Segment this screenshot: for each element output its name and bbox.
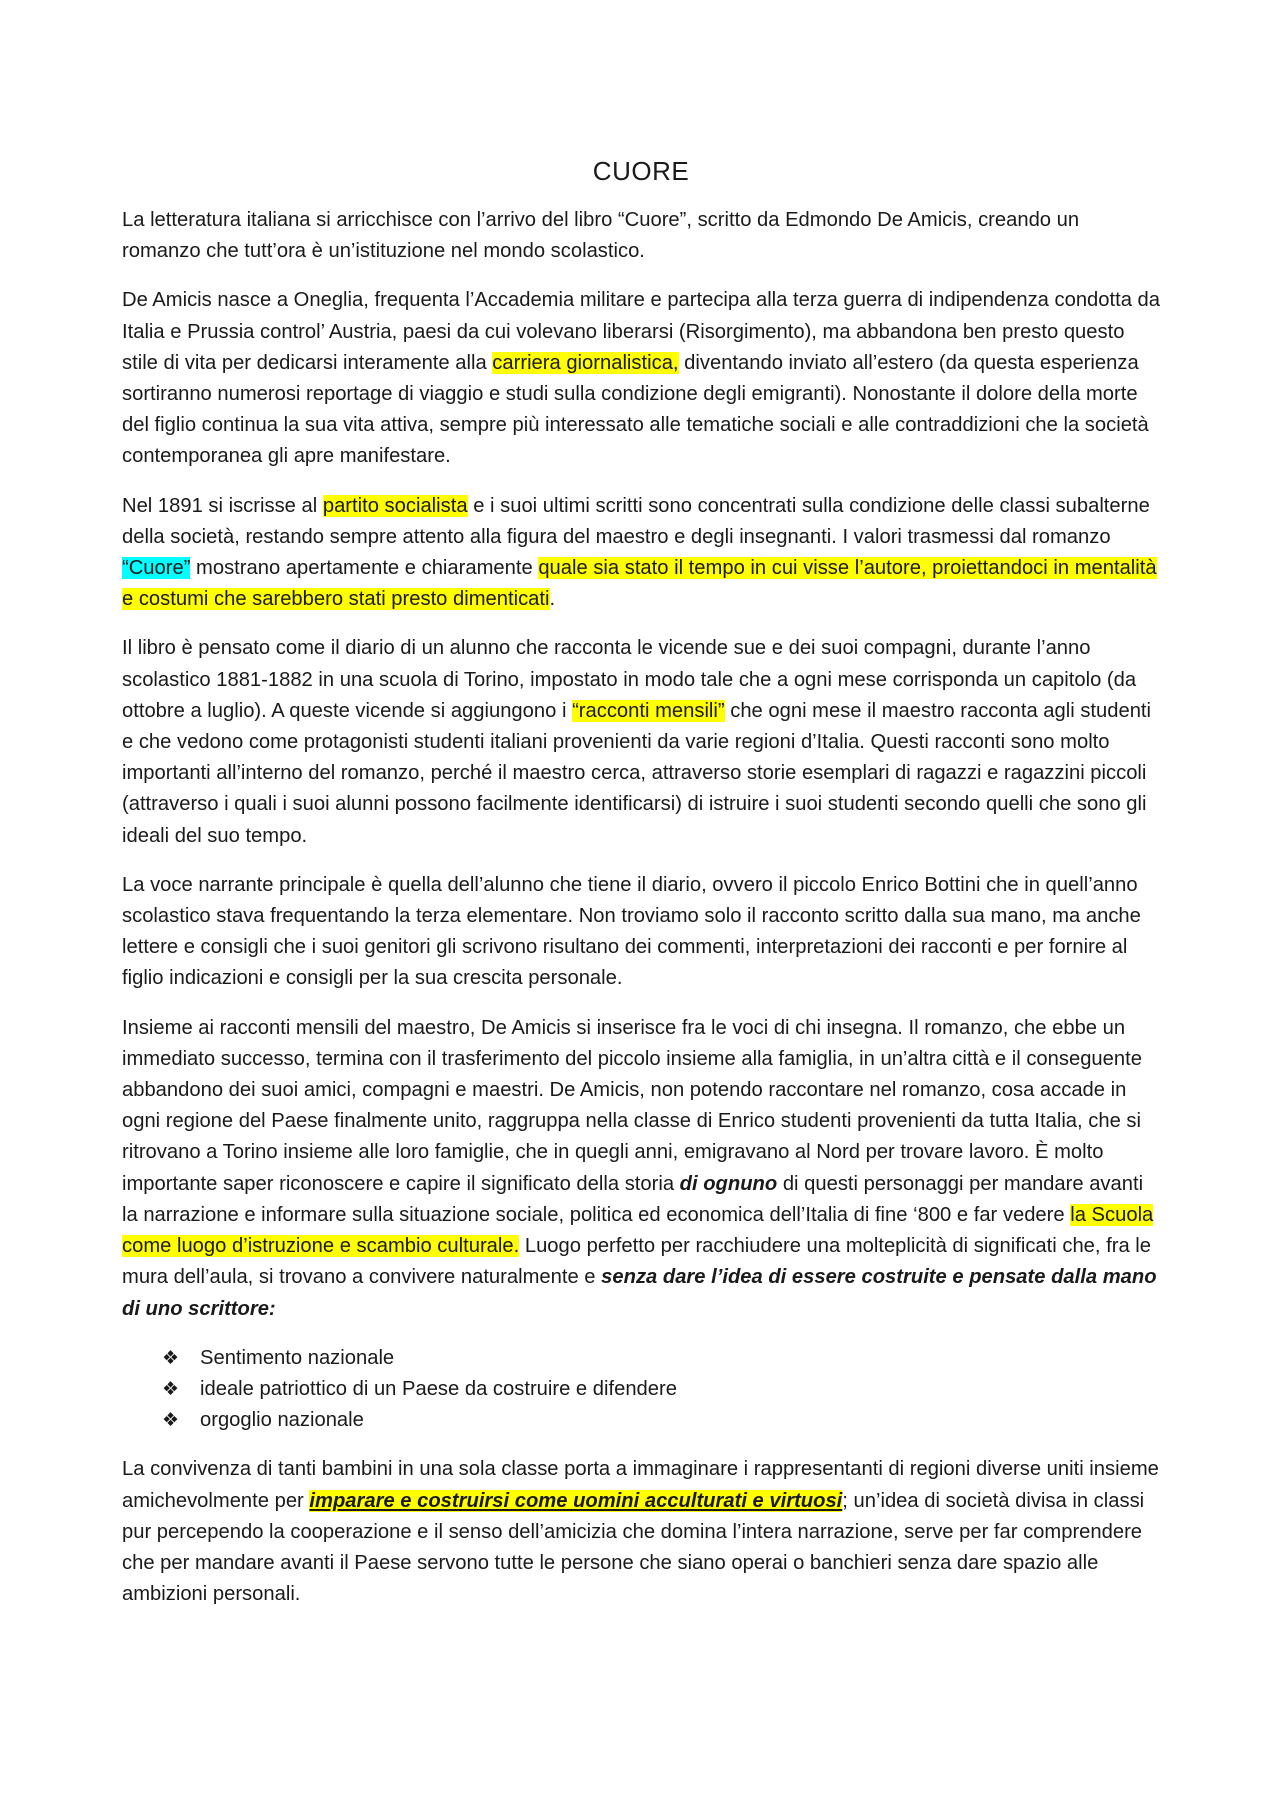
list-item — [162, 1405, 1160, 1436]
text-run: Insieme ai racconti mensili del maestro, De Amicis si inserisce fra le voci di chi insegna. Il romanzo, che ebbe un immediato successo, termina con il trasferimento del piccolo insieme alla famiglia, in un’altra città e il conseguente abbandono dei suoi amici, compagni e maestri. De Amicis, non potendo raccontare nel romanzo, cosa accade in ogni regione del Paese finalmente unito, raggruppa nella classe di Enrico studenti provenienti da tutta Italia, che si ritrovano a Torino insieme alle loro famiglie, che in quegli anni, emigravano al Nord per trovare lavoro. È molto importante saper riconoscere e capire il significato della storia — [122, 1016, 1142, 1195]
highlight-partito-socialista: partito socialista — [322, 494, 468, 517]
diamond-bullet-icon: ❖ — [162, 1378, 180, 1400]
emphasis-senza-dare-idea: senza dare l’idea di essere costruite e pensate dalla mano di uno scrittore: — [122, 1266, 1157, 1320]
text-run: di questi personaggi per mandare avanti la narrazione e informare sulla situazione sociale, politica ed economica dell’Italia di fine ‘800 e far vedere — [122, 1172, 1144, 1226]
highlight-scuola-luogo: la Scuola come luogo d’istruzione e scambio culturale. — [122, 1203, 1154, 1258]
diamond-bullet-icon: ❖ — [162, 1347, 180, 1369]
text-run: che ogni mese il maestro racconta agli studenti e che vedono come protagonisti studenti italiani provenienti da varie regioni d’Italia. Questi racconti sono molto importanti all’interno del romanzo, perché il maestro cerca, attraverso storie esemplari di ragazzi e ragazzini piccoli (attraverso i quali i suoi alunni possono facilmente identificarsi) di istruire i suoi studenti secondo quelli che sono gli ideali del suo tempo. — [122, 699, 1152, 847]
text-run: Il libro è pensato come il diario di un alunno che racconta le vicende sue e dei suoi compagni, durante l’anno scolastico 1881-1882 in una scuola di Torino, impostato in modo tale che a ogni mese corrisponda un capitolo (da ottobre a luglio). A queste vicende si aggiungono i — [122, 637, 1137, 722]
document-title: CUORE — [592, 156, 690, 186]
list-item — [162, 1343, 1160, 1374]
highlight-racconti-mensili: “racconti mensili” — [572, 699, 725, 722]
text-run: . — [549, 588, 556, 611]
paragraph-conclusion — [122, 1454, 1160, 1610]
values-bullet-list — [122, 1343, 1160, 1437]
text-run: ; un’idea di società divisa in classi pur percependo la cooperazione e il senso dell’amicizia che domina l’intera narrazione, serve per far comprendere che per mandare avanti il Paese servono tutte le persone che siano operai o banchieri senza dare spazio alle ambizioni personali. — [122, 1489, 1145, 1606]
highlight-carriera-giornalistica: carriera giornalistica, — [492, 351, 679, 374]
list-item — [162, 1374, 1160, 1405]
list-item-text: orgoglio nazionale — [200, 1409, 364, 1432]
text-run: Nel 1891 si iscrisse al — [122, 494, 323, 517]
paragraph-book-structure — [122, 633, 1160, 851]
paragraph-narrator: La voce narrante principale è quella dell’alunno che tiene il diario, ovvero il piccolo Enrico Bottini che in quell’anno scolastico stava frequentando la terza elementare. Non troviamo solo il racconto scritto dalla sua mano, ma anche lettere e consigli che i suoi genitori gli scrivono risultano dei commenti, interpretazioni dei racconti e per fornire al figlio indicazioni e consigli per la sua crescita personale. — [122, 873, 1141, 990]
highlight-cuore: “Cuore” — [122, 557, 191, 580]
list-item-text: Sentimento nazionale — [200, 1346, 395, 1369]
paragraph-intro: La letteratura italiana si arricchisce con l’arrivo del libro “Cuore”, scritto da Edmondo De Amicis, creando un romanzo che tutt’ora è un’istituzione nel mondo scolastico. — [122, 209, 1080, 263]
highlight-imparare-costruirsi: imparare e costruirsi come uomini acculturati e virtuosi — [309, 1489, 843, 1512]
text-run: Luogo perfetto per racchiudere una molteplicità di significati che, fra le mura dell’aula, si trovano a convivere naturalmente e — [122, 1235, 1152, 1289]
text-run: mostrano apertamente e chiaramente — [190, 557, 539, 580]
text-run: diventando inviato all’estero (da questa esperienza sortiranno numerosi reportage di viaggio e studi sulla condizione degli emigranti). Nonostante il dolore della morte del figlio continua la sua vita attiva, sempre più interessato alle tematiche sociali e alle contraddizioni che la società contemporanea gli apre manifestare. — [122, 351, 1149, 468]
text-run: e i suoi ultimi scritti sono concentrati sulla condizione delle classi subalterne della società, restando sempre attento alla figura del maestro e degli insegnanti. I valori trasmessi dal romanzo — [122, 494, 1150, 548]
emphasis-di-ognuno: di ognuno — [679, 1172, 778, 1195]
paragraph-biography — [122, 285, 1160, 472]
paragraph-school — [122, 1013, 1160, 1325]
diamond-bullet-icon: ❖ — [162, 1410, 180, 1432]
list-item-text: ideale patriottico di un Paese da costruire e difendere — [200, 1377, 677, 1400]
highlight-tempo-autore: quale sia stato il tempo in cui visse l’autore, proiettandoci in mentalità e costumi che sarebbero stati presto dimenticati — [122, 557, 1157, 611]
text-run: La convivenza di tanti bambini in una sola classe porta a immaginare i rappresentanti di regioni diverse uniti insieme amichevolmente per — [122, 1458, 1159, 1512]
paragraph-socialism — [122, 491, 1160, 616]
text-run: De Amicis nasce a Oneglia, frequenta l’Accademia militare e partecipa alla terza guerra di indipendenza condotta da Italia e Prussia control’ Austria, paesi da cui volevano liberarsi (Risorgimento), ma abbandona ben presto questo stile di vita per dedicarsi interamente alla — [122, 289, 1161, 374]
